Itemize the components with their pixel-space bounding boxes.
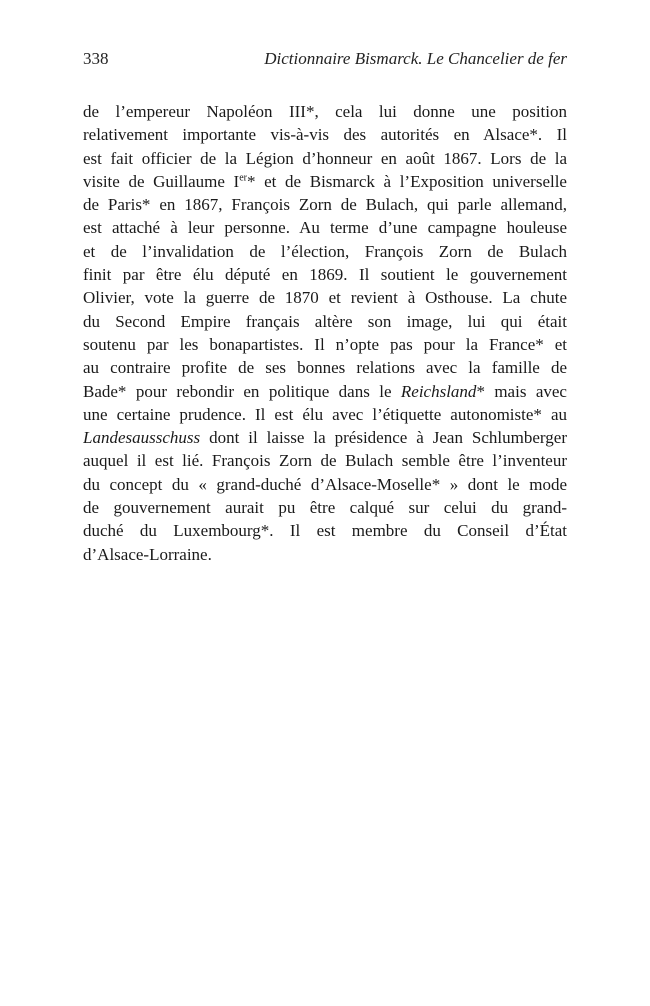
text-line: duché du Luxembourg*. Il est membre du Conseil d’État — [83, 521, 567, 541]
text-line: soutenu par les bonapartistes. Il n’opte pas pour la France* et — [83, 334, 567, 354]
text-segment: Bade* pour rebondir en politique dans le — [83, 381, 401, 401]
text-line: au contraire profite de ses bonnes relations avec la famille de — [83, 358, 567, 378]
text-line: de Paris* en 1867, François Zorn de Bulach, qui parle allemand, — [83, 195, 567, 215]
text-line: et de l’invalidation de l’élection, François Zorn de Bulach — [83, 241, 567, 261]
text-line: est fait officier de la Légion d’honneur en août 1867. Lors de la — [83, 148, 567, 168]
text-segment: * mais avec — [476, 381, 567, 401]
text-line — [83, 380, 567, 403]
text-line: auquel il est lié. François Zorn de Bulach semble être l’inventeur — [83, 451, 567, 471]
book-title: Dictionnaire Bismarck. Le Chancelier de fer — [264, 49, 567, 68]
text-line: une certaine prudence. Il est élu avec l’étiquette autonomiste* au — [83, 404, 567, 424]
text-line: de l’empereur Napoléon III*, cela lui donne une position — [83, 102, 567, 121]
text-line: du concept du « grand-duché d’Alsace-Moselle* » dont le mode — [83, 474, 567, 494]
text-segment: dont il laisse la présidence à Jean Schlumberger — [200, 428, 567, 448]
text-line: relativement importante vis-à-vis des autorités en Alsace*. Il — [83, 125, 567, 145]
superscript: er — [239, 172, 247, 184]
text-line: d’Alsace-Lorraine. — [83, 544, 212, 564]
italic-term: Landesausschuss — [83, 428, 201, 448]
text-line — [83, 426, 567, 449]
text-segment: * et de Bismarck à l’Exposition universelle — [247, 171, 567, 191]
italic-term: Reichsland — [400, 381, 477, 401]
text-line — [83, 170, 567, 193]
text-line: est attaché à leur personne. Au terme d’une campagne houleuse — [83, 218, 567, 238]
text-line: de gouvernement aurait pu être calqué sur celui du grand- — [83, 498, 567, 518]
running-header — [83, 48, 567, 70]
text-line: Olivier, vote la guerre de 1870 et revient à Osthouse. La chute — [83, 288, 567, 308]
text-segment: visite de Guillaume I — [83, 171, 240, 191]
text-line: du Second Empire français altère son image, lui qui était — [83, 311, 567, 331]
page-number: 338 — [83, 49, 109, 68]
body-paragraph — [83, 100, 567, 566]
text-line: finit par être élu député en 1869. Il soutient le gouvernement — [83, 265, 567, 285]
